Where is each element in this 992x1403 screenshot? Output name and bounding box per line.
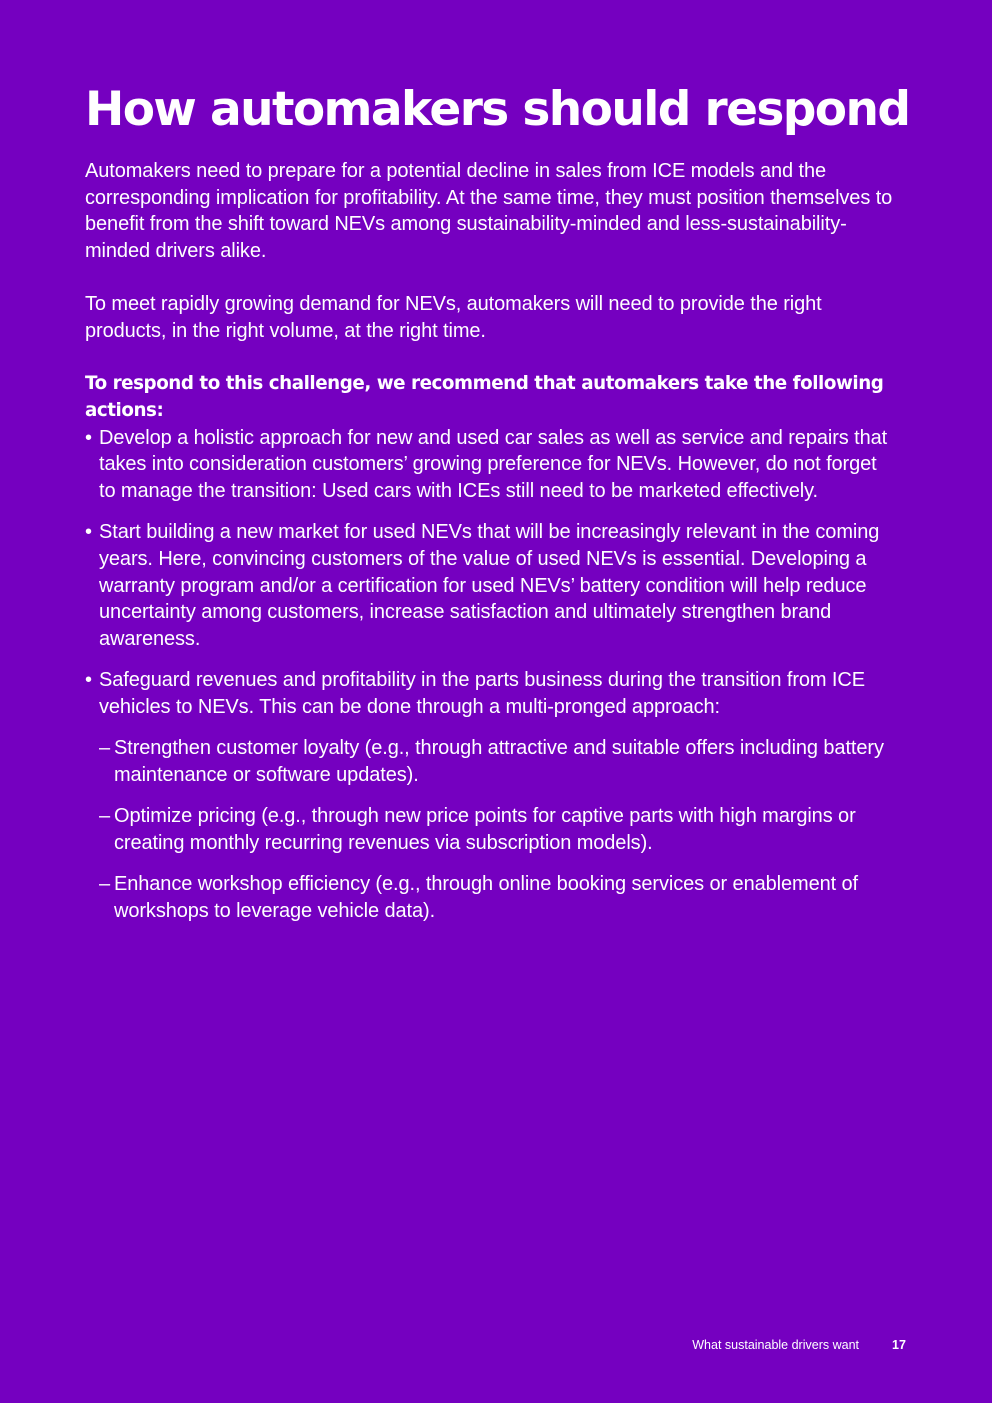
sub-action-item — [99, 803, 895, 856]
sub-action-item — [99, 735, 895, 788]
intro-paragraph: Automakers need to prepare for a potential decline in sales from ICE models and the corresponding implication for profitability. At the same time, they must position themselves to benefit from the shift toward NEVs among sustainability-minded and less-sustainability-minded drivers alike. — [85, 160, 893, 263]
sub-action-text: Strengthen customer loyalty (e.g., through attractive and suitable offers including battery maintenance or software updates). — [114, 737, 884, 786]
demand-paragraph: To meet rapidly growing demand for NEVs, automakers will need to provide the right products, in the right volume, at the right time. — [85, 293, 822, 343]
dash-marker: – — [99, 805, 111, 828]
action-item — [85, 667, 895, 924]
action-item — [85, 519, 895, 653]
sub-action-text: Optimize pricing (e.g., through new price points for captive parts with high margins or creating monthly recurring revenues via subscription models). — [114, 805, 856, 854]
dash-marker: – — [99, 872, 111, 895]
bullet-marker: • — [85, 426, 92, 449]
action-list — [85, 425, 895, 925]
sub-action-text: Enhance workshop efficiency (e.g., through online booking services or enablement of workshops to leverage vehicle data). — [114, 872, 859, 922]
page-title: How automakers should respond — [85, 82, 910, 137]
recommendation-lead: To respond to this challenge, we recommend that automakers take the following actions: — [85, 373, 884, 421]
page-number: 17 — [892, 1338, 906, 1352]
sub-action-item — [99, 871, 895, 924]
page-content — [85, 80, 910, 924]
dash-marker: – — [99, 737, 111, 760]
action-item-text: Safeguard revenues and profitability in the parts business during the transition from ICE vehicles to NEVs. This can be done through a multi-pronged approach: — [99, 669, 865, 718]
sub-action-list — [99, 735, 895, 924]
footer-title: What sustainable drivers want — [692, 1338, 859, 1352]
action-item-text: Start building a new market for used NEVs that will be increasingly relevant in the coming years. Here, convincing customers of the value of used NEVs is essential. Developing a warranty program and/or a certification for used NEVs’ battery condition will help reduce uncertainty among customers, increase satisfaction and ultimately strengthen brand awareness. — [99, 521, 880, 651]
bullet-marker: • — [85, 521, 92, 544]
bullet-marker: • — [85, 669, 92, 692]
action-item-text: Develop a holistic approach for new and used car sales as well as service and repairs that takes into consideration customers’ growing preference for NEVs. However, do not forget to manage the transition: Used cars with ICEs still need to be marketed effectively. — [99, 426, 888, 503]
action-item — [85, 425, 895, 505]
